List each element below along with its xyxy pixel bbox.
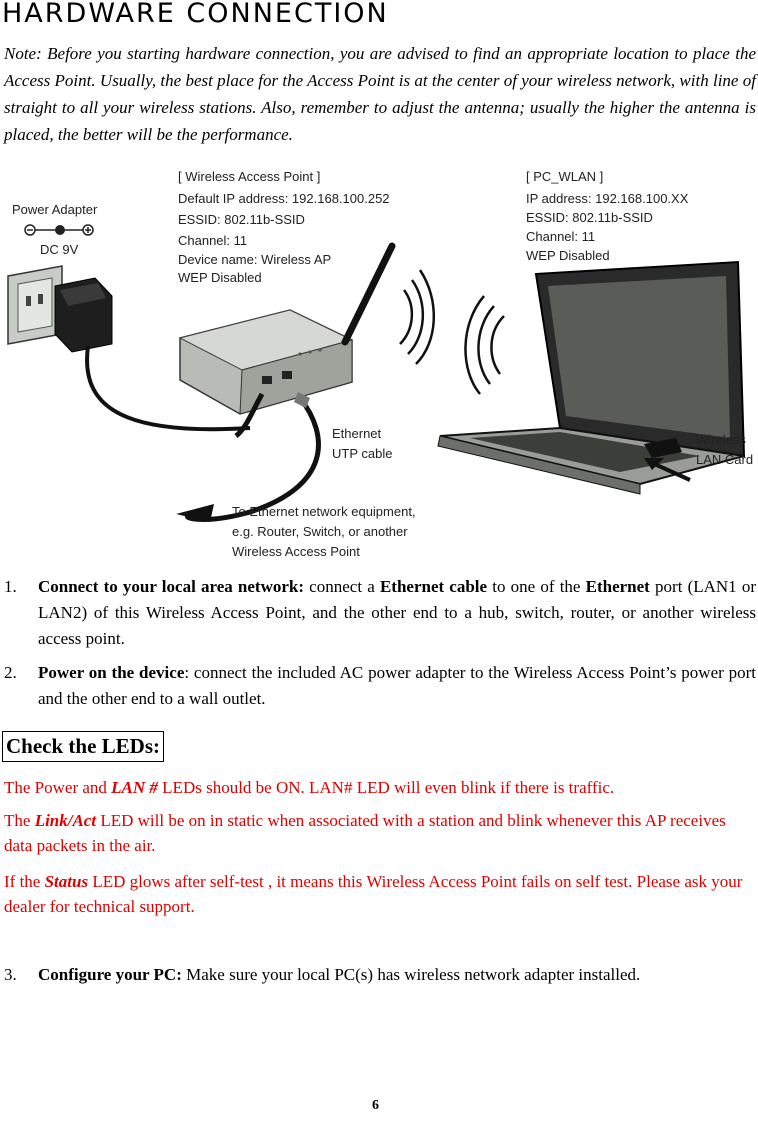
access-point-info-block: [178, 169, 390, 285]
svg-text:Wireless Access Point: Wireless Access Point: [232, 544, 360, 559]
wireless-signal-waves: [400, 270, 504, 394]
led-paragraph: The Link/Act LED will be on in static when associated with a station and blink whenever this AP receives data packets in the air.: [4, 811, 726, 855]
step-title: Power on the device: [38, 663, 185, 682]
power-adapter-rating: DC 9V: [40, 242, 79, 257]
svg-text:Wireless: Wireless: [696, 432, 746, 447]
step-item: 3. Configure your PC: Make sure your local PC(s) has wireless network adapter installed.: [4, 962, 756, 988]
pc-info-line: IP address: 192.168.100.XX: [526, 191, 689, 206]
note-paragraph: Note: Before you starting hardware connection, you are advised to find an appropriate location to place the Access Point. Usually, the best place for the Access Point is at the center of your wireless network, with line of straight to all your wireless stations. Also, remember to adjust the antenna; usually the higher the antenna is placed, the better will be the performance.: [4, 44, 756, 144]
pc-info-line: WEP Disabled: [526, 248, 610, 263]
setup-steps-list-continued: [4, 962, 756, 996]
step-item: 2. Power on the device: connect the included AC power adapter to the Wireless Access Point’s power port and the other end to a wall outlet.: [4, 660, 756, 712]
ap-info-line: WEP Disabled: [178, 270, 262, 285]
page-number: 6: [372, 1098, 379, 1113]
pc-info-line: Channel: 11: [526, 229, 596, 244]
led-paragraph: The Power and LAN # LEDs should be ON. LAN# LED will even blink if there is traffic.: [4, 778, 615, 797]
ap-info-line: [ Wireless Access Point ]: [178, 169, 321, 184]
ap-info-line: Default IP address: 192.168.100.252: [178, 191, 390, 206]
step-number: 2.: [4, 663, 17, 682]
svg-text:To Ethernet network equipment,: To Ethernet network equipment,: [232, 504, 416, 519]
step-number: 3.: [4, 965, 17, 984]
power-adapter-symbol: [12, 202, 98, 257]
ethernet-cable-label: [332, 426, 392, 461]
ap-info-line: ESSID: 802.11b-SSID: [178, 212, 305, 227]
check-leds-heading: Check the LEDs:: [2, 731, 164, 762]
pc-info-block: [526, 169, 689, 263]
power-adapter-label: Power Adapter: [12, 202, 98, 217]
ap-info-line: Device name: Wireless AP: [178, 252, 332, 267]
network-equipment-label: [232, 504, 416, 559]
led-paragraph: If the Status LED glows after self-test , it means this Wireless Access Point fails on self test. Please ask your dealer for technical support.: [4, 872, 743, 916]
setup-steps-list: [4, 574, 756, 720]
step-title: Configure your PC:: [38, 965, 182, 984]
pc-info-line: [ PC_WLAN ]: [526, 169, 604, 184]
pc-info-line: ESSID: 802.11b-SSID: [526, 210, 653, 225]
page-heading: HARDWARE CONNECTION: [2, 0, 389, 29]
svg-text:LAN Card: LAN Card: [696, 452, 754, 467]
step-title: Connect to your local area network:: [38, 577, 305, 596]
svg-text:UTP cable: UTP cable: [332, 446, 393, 461]
ap-info-line: Channel: 11: [178, 233, 248, 248]
step-item: 1. Connect to your local area network: connect a Ethernet cable to one of the Ethernet port (LAN1 or LAN2) of this Wireless Access Point, and the other end to a hub, switch, router, or another wireless access point.: [4, 574, 756, 652]
svg-text:Ethernet: Ethernet: [332, 426, 382, 441]
step-number: 1.: [4, 577, 17, 596]
hardware-connection-figure: [0, 166, 758, 564]
svg-text:e.g. Router, Switch, or anothe: e.g. Router, Switch, or another: [232, 524, 408, 539]
